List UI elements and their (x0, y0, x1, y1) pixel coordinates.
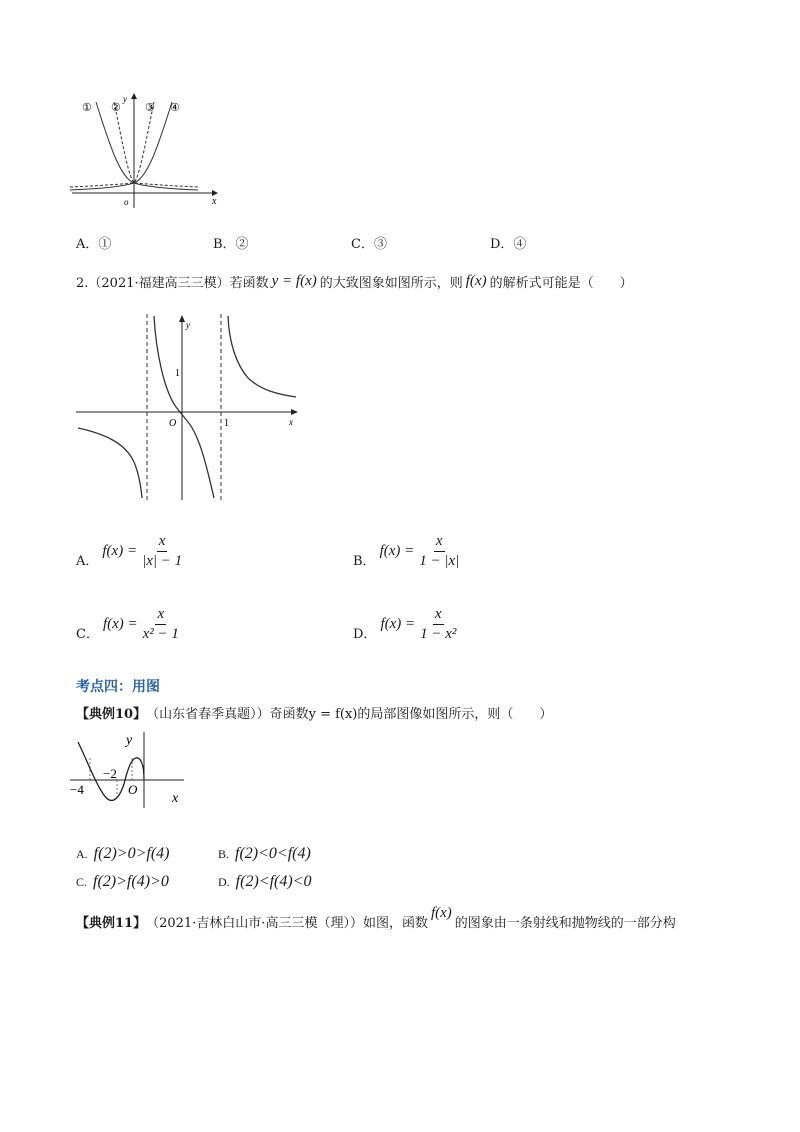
q1-y-arrow-icon (131, 93, 137, 99)
q2-option-d-lhs: f(x) = (380, 616, 416, 632)
q2-tick-x-1: 1 (224, 418, 229, 429)
q2-y-label: y (186, 320, 190, 330)
q1-x-label: x (212, 196, 217, 207)
q2-option-d[interactable] (353, 606, 458, 643)
ex10-origin-label: O (128, 782, 138, 797)
q2-origin-label: O (169, 418, 177, 429)
ex10-y-label: y (126, 733, 133, 748)
ex10-x-label: x (172, 791, 179, 806)
q2-y-arrow-icon (179, 315, 185, 322)
q1-label-2: ② (111, 102, 121, 114)
q2-option-d-numerator: x (433, 606, 444, 625)
q2-option-b-numerator: x (434, 533, 445, 552)
q2-expr-f: f(x) (465, 273, 487, 289)
ex10-option-b-letter: B. (218, 846, 230, 861)
ex10-tag: 【典例10】 (76, 707, 147, 722)
ex10-text: （山东省春季真题））奇函数y = f(x)的局部图像如图所示，则（ ） (146, 707, 553, 722)
q2-option-c-fraction (141, 606, 181, 643)
q2-option-a-numerator: x (157, 533, 168, 552)
q2-option-c-lhs: f(x) = (102, 616, 138, 632)
q2-text-after: 的解析式可能是（ ） (489, 276, 633, 291)
q1-option-a[interactable]: A．① (76, 237, 112, 252)
q2-option-d-fraction (418, 606, 458, 643)
ex11-text-after: 的图象由一条射线和抛物线的一部分构 (454, 916, 676, 931)
q2-option-d-denominator: 1 − x² (420, 626, 457, 642)
q1-option-c[interactable]: C．③ (351, 237, 387, 252)
q1-label-4: ④ (170, 102, 180, 114)
q2-x-arrow-icon (291, 409, 298, 415)
ex10-option-d-letter: D. (218, 874, 230, 889)
ex11-expr-f: f(x) (430, 905, 452, 921)
q2-curve-left-branch (78, 428, 142, 498)
ex10-graph (70, 728, 190, 810)
q2-option-b-denominator: 1 − |x| (419, 553, 460, 569)
q2-option-c[interactable] (76, 606, 181, 643)
q2-graph (76, 312, 306, 502)
q2-option-b[interactable] (353, 533, 461, 570)
q2-option-b-letter: B． (353, 554, 376, 569)
ex11-stem (76, 905, 676, 931)
ex11-tag: 【典例11】 (76, 916, 147, 931)
q2-option-a-lhs: f(x) = (102, 543, 138, 559)
ex11-text-before: （2021·吉林白山市·高三三模（理））如图，函数 (146, 916, 428, 931)
ex10-option-a[interactable] (76, 845, 169, 863)
ex10-option-d-expr: f(2)<f(4)<0 (235, 873, 312, 890)
q2-option-b-fraction (417, 533, 461, 570)
q1-option-d[interactable]: D．④ (490, 237, 527, 252)
ex10-option-d[interactable] (218, 873, 311, 891)
q2-option-c-letter: C． (76, 627, 99, 642)
q2-expr-y: y = f(x) (271, 273, 317, 289)
q2-tick-y-1: 1 (175, 368, 180, 379)
q1-origin-label: o (124, 197, 129, 207)
ex10-label-m2: −2 (103, 766, 117, 781)
ex10-option-b-expr: f(2)<0<f(4) (235, 845, 311, 862)
ex10-stem (76, 703, 552, 722)
q2-option-a-letter: A． (76, 554, 99, 569)
ex10-option-a-expr: f(2)>0>f(4) (93, 845, 170, 862)
q1-label-3: ③ (145, 102, 155, 114)
q2-curve-right-branch (228, 316, 296, 397)
ex10-option-c[interactable] (76, 873, 169, 891)
ex10-option-c-letter: C. (76, 874, 88, 889)
q1-graph (66, 90, 226, 212)
q2-option-a-denominator: |x| − 1 (142, 553, 183, 569)
ex10-option-c-expr: f(2)>f(4)>0 (93, 873, 169, 890)
q2-option-d-letter: D． (353, 627, 377, 642)
ex10-option-b[interactable] (218, 845, 311, 863)
q2-option-a[interactable] (76, 533, 184, 570)
q2-text-before: 2.（2021·福建高三三模）若函数 (76, 276, 269, 291)
q2-option-a-fraction (140, 533, 184, 570)
section-heading: 考点四：用图 (76, 679, 160, 695)
q2-x-label: x (289, 417, 293, 427)
q2-text-middle: 的大致图象如图所示，则 (319, 276, 463, 291)
q2-option-c-numerator: x (155, 606, 166, 625)
q2-stem (76, 272, 633, 291)
q2-option-b-lhs: f(x) = (379, 543, 415, 559)
ex10-option-a-letter: A. (76, 846, 88, 861)
ex10-label-m4: −4 (70, 782, 84, 797)
q2-option-c-denominator: x² − 1 (142, 626, 179, 642)
q1-label-1: ① (82, 102, 92, 114)
q1-y-label: y (123, 94, 127, 104)
q2-curve-middle-branch (154, 316, 214, 498)
q1-option-b[interactable]: B．② (213, 237, 249, 252)
